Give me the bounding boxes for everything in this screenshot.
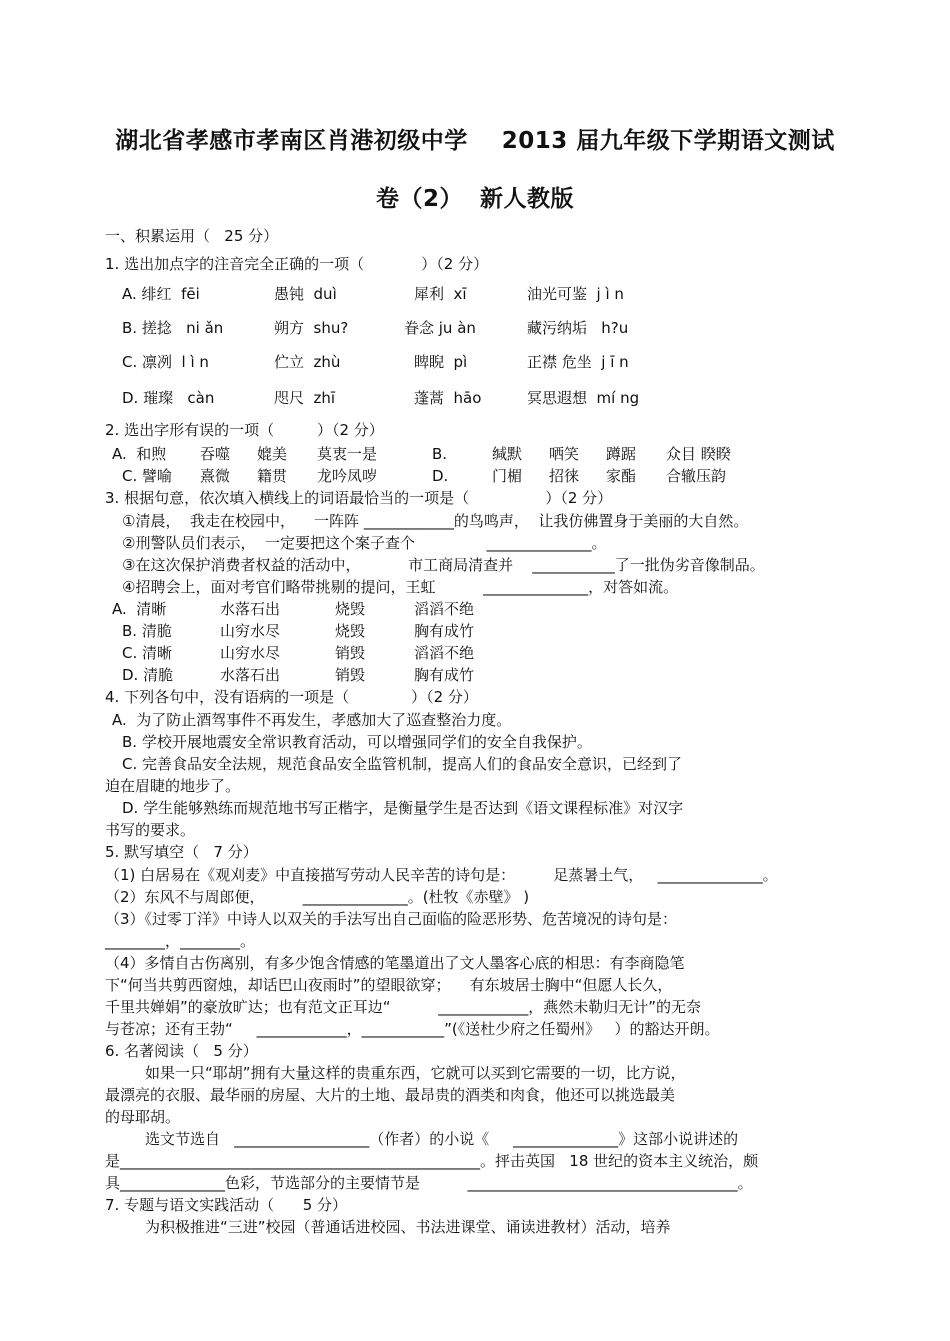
- option-d-2: 咫尺 zhī: [274, 389, 336, 407]
- title-line-1: 湖北省孝感市孝南区肖港初级中学 2013 届九年级下学期语文测试: [115, 128, 835, 154]
- section-heading: 一、积累运用（ 25 分）: [105, 227, 279, 245]
- option-d-1: D. 璀璨 càn: [122, 389, 215, 407]
- q2-c-1: C. 譬喻: [122, 467, 173, 485]
- question-5-stem: 5. 默写填空（ 7 分）: [105, 843, 258, 861]
- question-6-text-3: 的母耶胡。: [105, 1108, 181, 1126]
- question-5-part-4-line-4: 与苍凉；还有王勃“ ____________，___________”(《送杜少府之任蜀州》 ）的豁达开朗。: [105, 1020, 720, 1038]
- option-b-1: B. 搓捻 ni ǎn: [122, 319, 224, 337]
- q2-b-1: 缄默: [492, 445, 523, 463]
- q3-a-3: 烧毁: [335, 600, 366, 618]
- q2-b-4: 众目 睽睽: [666, 445, 731, 463]
- option-b-3: 眷念 ju àn: [404, 319, 476, 337]
- question-1-stem: 1. 选出加点字的注音完全正确的一项（ ）（2 分）: [105, 255, 489, 273]
- q2-a-2: 吞噬: [200, 445, 231, 463]
- question-4-option-b: B. 学校开展地震安全常识教育活动，可以增强同学们的安全自我保护。: [122, 733, 592, 751]
- question-6-text-2: 最漂亮的衣服、最华丽的房屋、大片的土地、最昂贵的酒类和肉食，他还可以挑选最美: [105, 1086, 676, 1104]
- q2-d-label: D.: [432, 467, 449, 485]
- q2-b-3: 蹲踞: [606, 445, 637, 463]
- option-d-4: 冥思遐想 mí ng: [527, 389, 640, 407]
- question-5-part-4-line-1: （4）多情自古伤离别，有多少饱含情感的笔墨道出了文人墨客心底的相思：有李商隐笔: [105, 954, 685, 972]
- option-c-2: 伫立 zhù: [274, 353, 341, 371]
- question-4-stem: 4. 下列各句中，没有语病的一项是（ ）（2 分）: [105, 688, 478, 706]
- q2-d-1: 门楣: [492, 467, 523, 485]
- option-d-3: 蓬蒿 hāo: [414, 389, 482, 407]
- q3-a-4: 滔滔不绝: [414, 600, 475, 618]
- q2-a-4: 莫衷一是: [317, 445, 378, 463]
- question-3-sentence-4: ④招聘会上，面对考官们略带挑剔的提问，王虹 ______________，对答如流。: [122, 578, 679, 596]
- q2-c-4: 龙吟凤哕: [317, 467, 378, 485]
- question-6-text-6: 具______________色彩，节选部分的主要情节是 ____________________________________。: [105, 1174, 753, 1192]
- q3-b-1: B. 清脆: [122, 622, 172, 640]
- option-a-4: 油光可鉴 j ì n: [527, 285, 624, 303]
- question-3-sentence-3: ③在这次保护消费者权益的活动中， 市工商局清查并 ___________了一批伪劣音像制品。: [122, 556, 765, 574]
- question-6-text-5: 是________________________________________________。抨击英国 18 世纪的资本主义统治，颇: [105, 1152, 759, 1170]
- q2-b-label: B.: [432, 445, 448, 463]
- q3-d-2: 水落石出: [220, 666, 281, 684]
- q3-a-2: 水落石出: [220, 600, 281, 618]
- q2-b-2: 哂笑: [549, 445, 580, 463]
- question-7-stem: 7. 专题与语文实践活动（ 5 分）: [105, 1196, 348, 1214]
- question-5-part-2: （2）东风不与周郎便， ______________。(杜牧《赤壁》 ): [105, 888, 530, 906]
- q3-c-1: C. 清晰: [122, 644, 173, 662]
- q3-b-2: 山穷水尽: [220, 622, 281, 640]
- q3-c-4: 滔滔不绝: [414, 644, 475, 662]
- q2-a-1: A. 和煦: [112, 445, 167, 463]
- q2-c-3: 籍贯: [257, 467, 288, 485]
- question-5-part-3-blanks: ________，________。: [105, 932, 256, 950]
- q3-d-1: D. 清脆: [122, 666, 174, 684]
- q3-d-4: 胸有成竹: [414, 666, 475, 684]
- question-6-stem: 6. 名著阅读（ 5 分）: [105, 1042, 258, 1060]
- question-2-stem: 2. 选出字形有误的一项（ ）（2 分）: [105, 421, 384, 439]
- option-c-1: C. 凛冽 l ì n: [122, 353, 209, 371]
- question-6-text-1: 如果一只“耶胡”拥有大量这样的贵重东西，它就可以买到它需要的一切，比方说，: [145, 1064, 686, 1082]
- question-4-option-d-cont: 书写的要求。: [105, 821, 196, 839]
- question-3-sentence-1: ①清晨， 我走在校园中， 一阵阵 ____________的鸟鸣声， 让我仿佛置身于美丽的大自然。: [122, 512, 749, 530]
- q3-a-1: A. 清晰: [112, 600, 167, 618]
- question-4-option-c-cont: 迫在眉睫的地步了。: [105, 777, 241, 795]
- option-a-2: 愚钝 duì: [274, 285, 337, 303]
- q3-c-2: 山穷水尽: [220, 644, 281, 662]
- question-5-part-3: （3）《过零丁洋》中诗人以双关的手法写出自己面临的险恶形势、危苦境况的诗句是：: [105, 910, 678, 928]
- question-7-text-1: 为积极推进“三进”校园（普通话进校园、书法进课堂、诵读进教材）活动，培养: [145, 1218, 671, 1236]
- question-3-stem: 3. 根据句意，依次填入横线上的词语最恰当的一项是（ ）（2 分）: [105, 489, 613, 507]
- question-5-part-1: （1) 白居易在《观刈麦》中直接描写劳动人民辛苦的诗句是： 足蒸暑土气， ______________。: [105, 866, 778, 884]
- question-3-sentence-2: ②刑警队员们表示， 一定要把这个案子查个 ______________。: [122, 534, 607, 552]
- option-c-3: 睥睨 pì: [414, 353, 468, 371]
- question-4-option-a: A. 为了防止酒驾事件不再发生，孝感加大了巡查整治力度。: [112, 711, 512, 729]
- q2-d-3: 家酯: [606, 467, 637, 485]
- option-c-4: 正襟 危坐 j ī n: [527, 353, 629, 371]
- q3-c-3: 销毁: [335, 644, 366, 662]
- option-a-3: 犀利 xī: [414, 285, 467, 303]
- q3-d-3: 销毁: [335, 666, 366, 684]
- option-b-4: 藏污纳垢 h?u: [527, 319, 629, 337]
- option-b-2: 朔方 shu?: [274, 319, 349, 337]
- question-5-part-4-line-2: 下“何当共剪西窗烛，却话巴山夜雨时”的望眼欲穿； 有东坡居士胸中“但愿人长久，: [105, 976, 673, 994]
- title-line-2: 卷（2） 新人教版: [375, 186, 575, 212]
- q2-d-2: 招徕: [549, 467, 580, 485]
- q2-a-3: 媲美: [257, 445, 288, 463]
- option-a-1: A. 绯红 fēi: [122, 285, 200, 303]
- question-4-option-d: D. 学生能够熟练而规范地书写正楷字，是衡量学生是否达到《语文课程标准》对汉字: [122, 799, 684, 817]
- question-4-option-c: C. 完善食品安全法规，规范食品安全监管机制，提高人们的食品安全意识，已经到了: [122, 755, 683, 773]
- q2-c-2: 熹微: [200, 467, 231, 485]
- question-6-text-4: 选文节选自 __________________（作者）的小说《 ______________》这部小说讲述的: [145, 1130, 739, 1148]
- q2-d-4: 合辙压韵: [666, 467, 727, 485]
- q3-b-4: 胸有成竹: [414, 622, 475, 640]
- q3-b-3: 烧毁: [335, 622, 366, 640]
- question-5-part-4-line-3: 千里共婵娟”的豪放旷达；也有范文正耳边“ ____________，燕然未勒归无计”的无奈: [105, 998, 701, 1016]
